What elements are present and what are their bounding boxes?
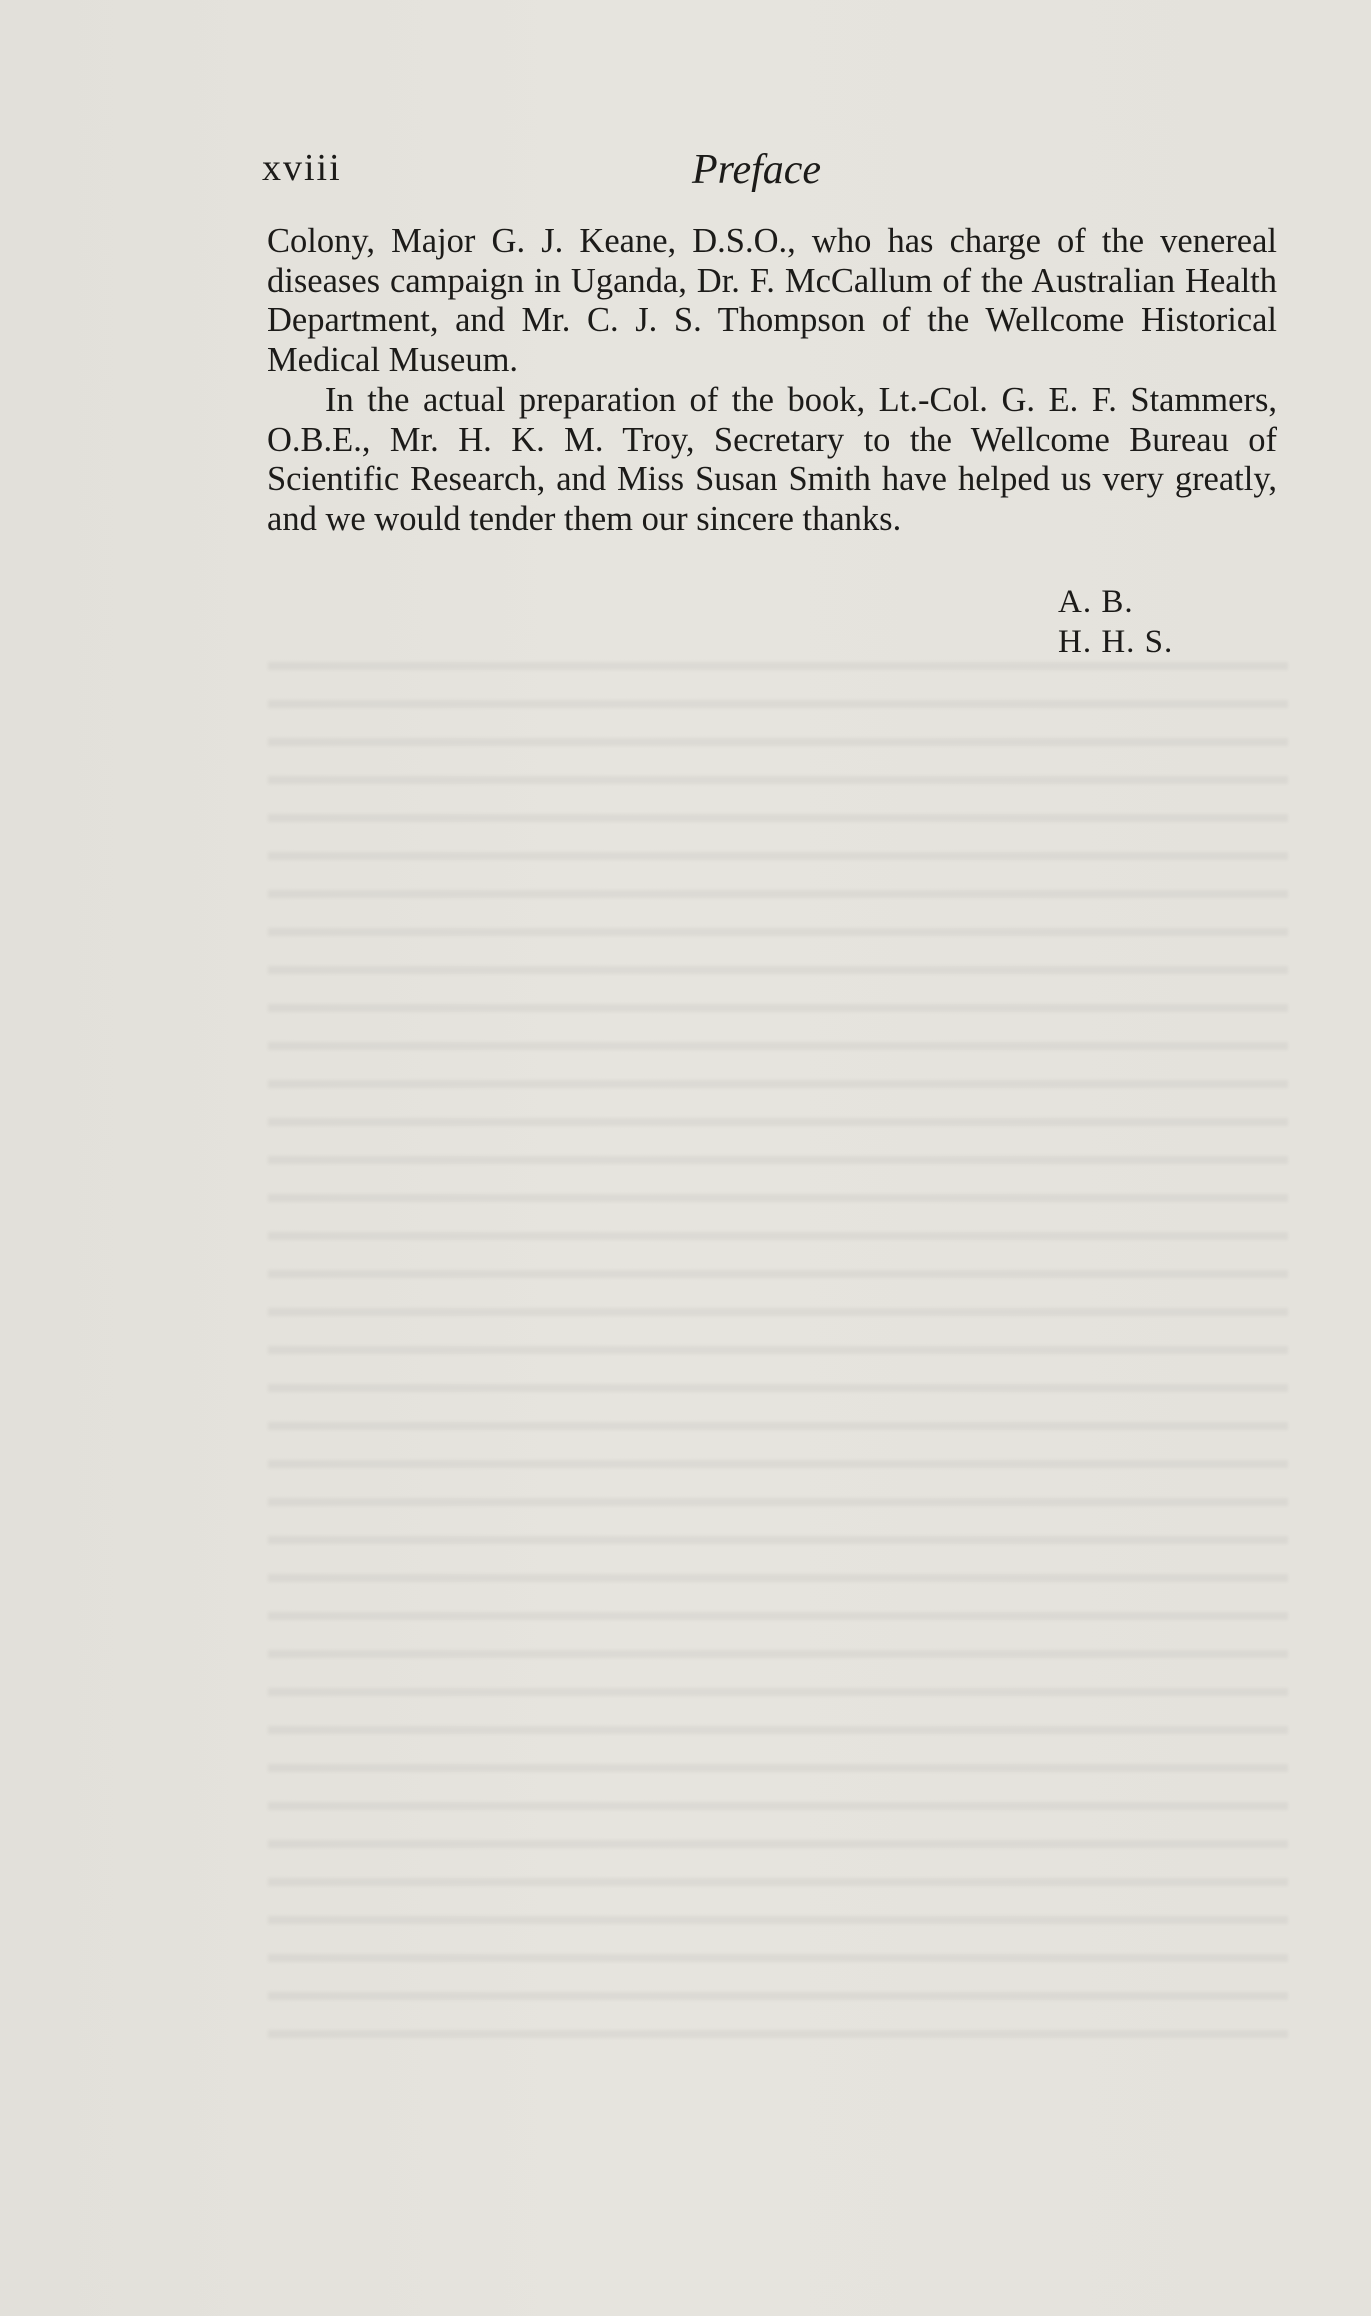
signature-block [1058,582,1173,662]
running-head: Preface [692,147,822,193]
page-number: xviii [262,147,342,189]
body-text [267,222,1277,540]
signature-initials-1: A. B. [1058,584,1134,620]
paragraph-continuation: Colony, Major G. J. Keane, D.S.O., who has charge of the venereal diseases campaign in Uganda, Dr. F. McCallum of the Australian Health Department, and Mr. C. J. S. Thompson of the Wellcome Historical Medical Museum. [267,222,1277,380]
bleed-through-texture [268,640,1288,2040]
page-header [262,138,1272,208]
signature-initials-2: H. H. S. [1058,624,1174,660]
paragraph-acknowledgements: In the actual preparation of the book, Lt.-Col. G. E. F. Stammers, O.B.E., Mr. H. K. M. Troy, Secretary to the Wellcome Bureau of Scientific Research, and Miss Susan Smith have helped us very greatly, and we would tender them our sincere thanks. [267,380,1277,538]
